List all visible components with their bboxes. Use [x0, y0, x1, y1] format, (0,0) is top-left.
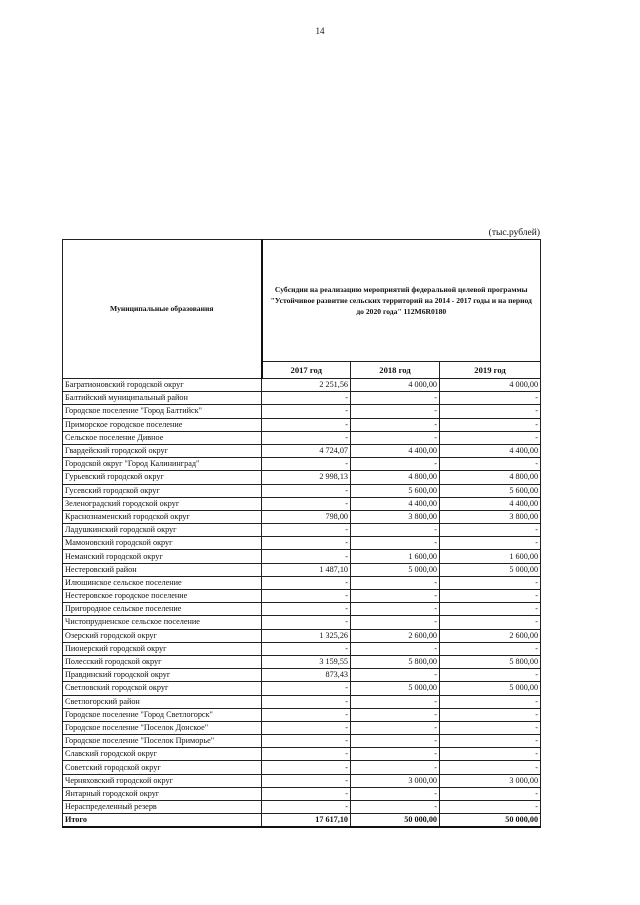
value-2018-cell: - [351, 537, 440, 550]
value-2018-cell: - [351, 748, 440, 761]
value-2018-cell: - [351, 405, 440, 418]
value-2017-cell: 873,43 [262, 669, 351, 682]
value-2019-cell: 4 000,00 [440, 379, 541, 392]
municipality-cell: Зеленоградский городской округ [63, 497, 262, 510]
table-row [63, 708, 541, 721]
table-row [63, 392, 541, 405]
table-row [63, 563, 541, 576]
value-2018-cell: 5 800,00 [351, 655, 440, 668]
value-2017-cell: 17 617,10 [262, 814, 351, 828]
table-row [63, 510, 541, 523]
table-row [63, 721, 541, 734]
municipality-cell: Черняховский городской округ [63, 774, 262, 787]
table-body [63, 379, 541, 828]
value-2018-cell: 3 000,00 [351, 774, 440, 787]
municipality-cell: Янтарный городской округ [63, 787, 262, 800]
value-2018-cell: 2 600,00 [351, 629, 440, 642]
value-2019-cell: 5 000,00 [440, 682, 541, 695]
value-2017-cell: 2 251,56 [262, 379, 351, 392]
value-2019-cell: 4 400,00 [440, 497, 541, 510]
value-2017-cell: - [262, 392, 351, 405]
header-year-2017: 2017 год [262, 362, 351, 379]
municipality-cell: Ладушкинский городской округ [63, 524, 262, 537]
value-2019-cell: - [440, 801, 541, 814]
value-2017-cell: - [262, 524, 351, 537]
table-row [63, 444, 541, 457]
municipality-cell: Городское поселение "Поселок Приморье" [63, 735, 262, 748]
value-2019-cell: 5 800,00 [440, 655, 541, 668]
value-2017-cell: - [262, 761, 351, 774]
municipality-cell: Сельское поселение Дивное [63, 431, 262, 444]
value-2018-cell: 5 000,00 [351, 682, 440, 695]
value-2018-cell: - [351, 695, 440, 708]
table-row [63, 801, 541, 814]
municipality-cell: Пионерский городской округ [63, 642, 262, 655]
value-2017-cell: - [262, 550, 351, 563]
value-2017-cell: - [262, 537, 351, 550]
table-row [63, 748, 541, 761]
value-2018-cell: 3 800,00 [351, 510, 440, 523]
value-2019-cell: 50 000,00 [440, 814, 541, 828]
value-2019-cell: 4 400,00 [440, 444, 541, 457]
value-2018-cell: 5 600,00 [351, 484, 440, 497]
value-2019-cell: - [440, 418, 541, 431]
value-2019-cell: - [440, 431, 541, 444]
municipality-cell: Светловский городской округ [63, 682, 262, 695]
value-2019-cell: - [440, 590, 541, 603]
value-2017-cell: - [262, 774, 351, 787]
table-row [63, 471, 541, 484]
value-2018-cell: - [351, 418, 440, 431]
value-2019-cell: - [440, 616, 541, 629]
value-2018-cell: - [351, 458, 440, 471]
table-row [63, 524, 541, 537]
table-row [63, 695, 541, 708]
municipality-cell: Городское поселение "Город Балтийск" [63, 405, 262, 418]
value-2019-cell: - [440, 787, 541, 800]
value-2018-cell: - [351, 721, 440, 734]
value-2017-cell: - [262, 682, 351, 695]
municipality-cell: Илюшинское сельское поселение [63, 576, 262, 589]
municipality-cell: Приморское городское поселение [63, 418, 262, 431]
page-number: 14 [315, 26, 325, 36]
value-2019-cell: - [440, 708, 541, 721]
municipality-cell: Городское поселение "Город Светлогорск" [63, 708, 262, 721]
value-2019-cell: 3 800,00 [440, 510, 541, 523]
value-2018-cell: 5 000,00 [351, 563, 440, 576]
value-2019-cell: 3 000,00 [440, 774, 541, 787]
municipality-cell: Пригородное сельское поселение [63, 603, 262, 616]
municipality-cell: Гвардейский городской округ [63, 444, 262, 457]
value-2017-cell: 1 487,10 [262, 563, 351, 576]
value-2017-cell: - [262, 695, 351, 708]
total-row [63, 814, 541, 828]
municipality-cell: Нестеровское городское поселение [63, 590, 262, 603]
value-2018-cell: - [351, 708, 440, 721]
table-row [63, 497, 541, 510]
value-2019-cell: 2 600,00 [440, 629, 541, 642]
municipality-cell: Неманский городской округ [63, 550, 262, 563]
value-2018-cell: 50 000,00 [351, 814, 440, 828]
municipality-cell: Балтийский муниципальный район [63, 392, 262, 405]
value-2017-cell: - [262, 431, 351, 444]
value-2018-cell: 4 800,00 [351, 471, 440, 484]
municipality-cell: Чистопрудненское сельское поселение [63, 616, 262, 629]
units-label: (тыс.рублей) [488, 228, 540, 238]
value-2017-cell: - [262, 721, 351, 734]
value-2017-cell: 2 998,13 [262, 471, 351, 484]
table-row [63, 761, 541, 774]
table-row [63, 682, 541, 695]
table-row [63, 458, 541, 471]
value-2019-cell: 1 600,00 [440, 550, 541, 563]
header-year-2019: 2019 год [440, 362, 541, 379]
value-2019-cell: - [440, 642, 541, 655]
table-row [63, 735, 541, 748]
value-2017-cell: - [262, 642, 351, 655]
municipality-cell: Славский городской округ [63, 748, 262, 761]
table-row [63, 431, 541, 444]
value-2017-cell: - [262, 735, 351, 748]
table-row [63, 590, 541, 603]
table-row [63, 787, 541, 800]
municipality-cell: Итого [63, 814, 262, 828]
municipality-cell: Озерский городской округ [63, 629, 262, 642]
value-2018-cell: - [351, 616, 440, 629]
header-subsidy-title: Субсидии на реализацию мероприятий федеральной целевой программы "Устойчивое развитие сельских территорий на 2014 - 2017 годы и на период до 2020 года" 112M6R0180 [262, 240, 541, 362]
value-2017-cell: - [262, 708, 351, 721]
table-row [63, 616, 541, 629]
value-2017-cell: - [262, 576, 351, 589]
table-row [63, 418, 541, 431]
table-row [63, 655, 541, 668]
value-2018-cell: - [351, 801, 440, 814]
value-2019-cell: - [440, 537, 541, 550]
value-2018-cell: 4 000,00 [351, 379, 440, 392]
municipality-cell: Полесский городской округ [63, 655, 262, 668]
value-2019-cell: 5 600,00 [440, 484, 541, 497]
table-row [63, 603, 541, 616]
value-2018-cell: - [351, 392, 440, 405]
subsidy-table [62, 239, 541, 828]
table-row [63, 550, 541, 563]
value-2017-cell: - [262, 748, 351, 761]
value-2017-cell: 798,00 [262, 510, 351, 523]
value-2019-cell: - [440, 603, 541, 616]
municipality-cell: Правдинский городской округ [63, 669, 262, 682]
table-row [63, 379, 541, 392]
value-2018-cell: 1 600,00 [351, 550, 440, 563]
value-2017-cell: - [262, 484, 351, 497]
table-row [63, 669, 541, 682]
value-2019-cell: - [440, 405, 541, 418]
table-row [63, 484, 541, 497]
value-2017-cell: 3 159,55 [262, 655, 351, 668]
value-2017-cell: - [262, 405, 351, 418]
table-row [63, 629, 541, 642]
value-2018-cell: - [351, 787, 440, 800]
municipality-cell: Нераспределенный резерв [63, 801, 262, 814]
value-2018-cell: - [351, 431, 440, 444]
municipality-cell: Мамоновский городской округ [63, 537, 262, 550]
value-2018-cell: 4 400,00 [351, 497, 440, 510]
value-2017-cell: - [262, 801, 351, 814]
table-row [63, 774, 541, 787]
value-2018-cell: - [351, 761, 440, 774]
municipality-cell: Городской округ "Город Калининград" [63, 458, 262, 471]
value-2019-cell: - [440, 735, 541, 748]
municipality-cell: Светлогорский район [63, 695, 262, 708]
value-2017-cell: 4 724,07 [262, 444, 351, 457]
value-2017-cell: - [262, 497, 351, 510]
value-2019-cell: - [440, 392, 541, 405]
table-row [63, 537, 541, 550]
value-2019-cell: - [440, 748, 541, 761]
municipality-cell: Краснознаменский городской округ [63, 510, 262, 523]
value-2017-cell: - [262, 458, 351, 471]
table-row [63, 642, 541, 655]
value-2019-cell: - [440, 458, 541, 471]
municipality-cell: Нестеровский район [63, 563, 262, 576]
municipality-cell: Гусевский городской округ [63, 484, 262, 497]
municipality-cell: Багратионовский городской округ [63, 379, 262, 392]
value-2018-cell: 4 400,00 [351, 444, 440, 457]
table-row [63, 576, 541, 589]
value-2019-cell: 5 000,00 [440, 563, 541, 576]
value-2018-cell: - [351, 735, 440, 748]
value-2019-cell: 4 800,00 [440, 471, 541, 484]
value-2017-cell: - [262, 603, 351, 616]
municipality-cell: Гурьевский городской округ [63, 471, 262, 484]
value-2019-cell: - [440, 721, 541, 734]
value-2017-cell: - [262, 590, 351, 603]
value-2018-cell: - [351, 590, 440, 603]
value-2019-cell: - [440, 576, 541, 589]
value-2018-cell: - [351, 669, 440, 682]
value-2019-cell: - [440, 695, 541, 708]
header-municipality: Муниципальные образования [63, 240, 262, 379]
municipality-cell: Советский городской округ [63, 761, 262, 774]
value-2019-cell: - [440, 524, 541, 537]
value-2017-cell: 1 325,26 [262, 629, 351, 642]
municipality-cell: Городское поселение "Поселок Донское" [63, 721, 262, 734]
value-2018-cell: - [351, 603, 440, 616]
table-row [63, 405, 541, 418]
value-2017-cell: - [262, 787, 351, 800]
value-2017-cell: - [262, 616, 351, 629]
value-2018-cell: - [351, 642, 440, 655]
value-2017-cell: - [262, 418, 351, 431]
value-2019-cell: - [440, 669, 541, 682]
value-2018-cell: - [351, 576, 440, 589]
header-year-2018: 2018 год [351, 362, 440, 379]
value-2018-cell: - [351, 524, 440, 537]
value-2019-cell: - [440, 761, 541, 774]
